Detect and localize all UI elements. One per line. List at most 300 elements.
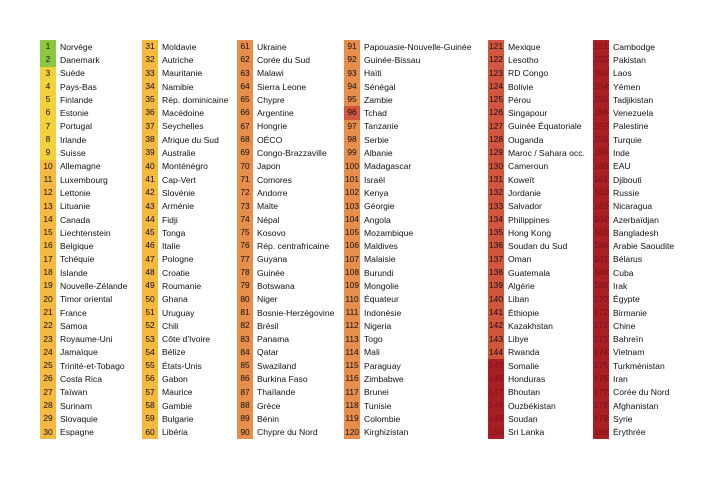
country-row xyxy=(237,333,353,346)
country-name: Jamaïque xyxy=(60,347,98,358)
country-name: Turquie xyxy=(613,134,642,145)
country-row xyxy=(488,213,604,226)
country-row xyxy=(237,93,353,106)
country-row xyxy=(488,333,604,346)
country-name: Nicaragua xyxy=(613,201,653,212)
country-name: Nouvelle-Zélande xyxy=(60,280,128,291)
country-name: Guinée xyxy=(257,267,285,278)
rank-badge: 49 xyxy=(142,279,158,292)
country-name: Maldives xyxy=(364,241,398,252)
country-row xyxy=(344,426,460,439)
country-row xyxy=(488,40,604,53)
country-row xyxy=(40,40,156,53)
country-row xyxy=(237,160,353,173)
country-row xyxy=(488,186,604,199)
rank-badge: 47 xyxy=(142,253,158,266)
country-name: Papouasie-Nouvelle-Guinée xyxy=(364,41,472,52)
rank-badge: 15 xyxy=(40,226,56,239)
country-name: Madagascar xyxy=(364,161,412,172)
country-name: Cambodge xyxy=(613,41,656,52)
rank-badge: 101 xyxy=(344,173,360,186)
country-name: Albanie xyxy=(364,148,393,159)
rank-badge: 111 xyxy=(344,306,360,319)
country-name: Seychelles xyxy=(162,121,204,132)
country-name: Comores xyxy=(257,174,292,185)
country-row xyxy=(488,146,604,159)
country-row xyxy=(237,200,353,213)
rank-badge: 59 xyxy=(142,412,158,425)
rank-badge: 146 xyxy=(488,372,504,385)
country-row xyxy=(488,200,604,213)
country-name: Brunei xyxy=(364,387,389,398)
country-row xyxy=(488,93,604,106)
country-row xyxy=(344,213,460,226)
country-row xyxy=(237,120,353,133)
country-row xyxy=(40,226,156,239)
country-row xyxy=(488,133,604,146)
country-row xyxy=(237,106,353,119)
rank-badge: 4 xyxy=(40,80,56,93)
rank-badge: 34 xyxy=(142,80,158,93)
rank-badge: 138 xyxy=(488,266,504,279)
country-row xyxy=(40,266,156,279)
country-row xyxy=(593,253,709,266)
country-name: Mongolie xyxy=(364,280,399,291)
country-row xyxy=(593,226,709,239)
rank-badge: 67 xyxy=(237,120,253,133)
rank-badge: 43 xyxy=(142,200,158,213)
country-name: Niger xyxy=(257,294,278,305)
country-row xyxy=(488,293,604,306)
country-row xyxy=(237,306,353,319)
country-name: Turkménistan xyxy=(613,360,665,371)
country-name: Malaisie xyxy=(364,254,396,265)
country-name: Serbie xyxy=(364,134,389,145)
country-row xyxy=(40,53,156,66)
country-name: Bénin xyxy=(257,413,279,424)
country-name: Palestine xyxy=(613,121,649,132)
ranking-column-5 xyxy=(488,40,604,439)
rank-badge: 46 xyxy=(142,239,158,252)
country-name: Soudan du Sud xyxy=(508,241,568,252)
country-name: Jordanie xyxy=(508,187,541,198)
country-row xyxy=(237,253,353,266)
country-name: Kazakhstan xyxy=(508,320,553,331)
rank-badge: 89 xyxy=(237,412,253,425)
ranking-column-1 xyxy=(40,40,156,439)
rank-badge: 129 xyxy=(488,146,504,159)
country-row xyxy=(344,160,460,173)
country-row xyxy=(40,399,156,412)
country-name: Indonésie xyxy=(364,307,402,318)
rank-badge: 57 xyxy=(142,386,158,399)
country-name: Liban xyxy=(508,294,530,305)
rank-badge: 164 xyxy=(593,213,609,226)
country-name: Afghanistan xyxy=(613,400,659,411)
country-row xyxy=(237,412,353,425)
country-name: Japon xyxy=(257,161,281,172)
country-name: Italie xyxy=(162,241,181,252)
country-row xyxy=(40,173,156,186)
rank-badge: 72 xyxy=(237,186,253,199)
country-row xyxy=(237,346,353,359)
country-name: Taïwan xyxy=(60,387,88,398)
country-row xyxy=(237,53,353,66)
rank-badge: 60 xyxy=(142,426,158,439)
rank-badge: 174 xyxy=(593,346,609,359)
country-name: Russie xyxy=(613,187,640,198)
rank-badge: 38 xyxy=(142,133,158,146)
country-name: Guatemala xyxy=(508,267,551,278)
country-name: Trinité-et-Tobago xyxy=(60,360,125,371)
rank-badge: 158 xyxy=(593,133,609,146)
rank-badge: 1 xyxy=(40,40,56,53)
country-name: Gambie xyxy=(162,400,193,411)
country-name: Ouzbékistan xyxy=(508,400,556,411)
country-row xyxy=(488,279,604,292)
rank-badge: 32 xyxy=(142,53,158,66)
country-name: Surinam xyxy=(60,400,92,411)
country-name: Tchad xyxy=(364,108,387,119)
country-name: Ghana xyxy=(162,294,188,305)
country-name: Cuba xyxy=(613,267,634,278)
rank-badge: 179 xyxy=(593,412,609,425)
rank-badge: 163 xyxy=(593,200,609,213)
country-name: Canada xyxy=(60,214,91,225)
country-row xyxy=(488,372,604,385)
country-name: Égypte xyxy=(613,294,640,305)
rank-badge: 74 xyxy=(237,213,253,226)
country-row xyxy=(40,133,156,146)
country-row xyxy=(237,146,353,159)
country-name: RD Congo xyxy=(508,68,549,79)
rank-badge: 134 xyxy=(488,213,504,226)
country-name: Sénégal xyxy=(364,81,396,92)
country-name: Uruguay xyxy=(162,307,195,318)
country-name: Soudan xyxy=(508,413,538,424)
country-name: Équateur xyxy=(364,294,399,305)
rank-badge: 73 xyxy=(237,200,253,213)
country-name: Djibouti xyxy=(613,174,642,185)
country-row xyxy=(237,399,353,412)
country-row xyxy=(40,306,156,319)
rank-badge: 175 xyxy=(593,359,609,372)
country-row xyxy=(40,319,156,332)
rank-badge: 68 xyxy=(237,133,253,146)
rank-badge: 39 xyxy=(142,146,158,159)
rank-badge: 109 xyxy=(344,279,360,292)
rank-badge: 55 xyxy=(142,359,158,372)
country-row xyxy=(488,226,604,239)
rank-badge: 56 xyxy=(142,372,158,385)
rank-badge: 126 xyxy=(488,106,504,119)
rank-badge: 100 xyxy=(344,160,360,173)
rank-badge: 132 xyxy=(488,186,504,199)
country-row xyxy=(40,412,156,425)
country-row xyxy=(593,40,709,53)
country-name: Somalie xyxy=(508,360,540,371)
country-row xyxy=(344,372,460,385)
rank-badge: 148 xyxy=(488,399,504,412)
country-name: Estonie xyxy=(60,108,89,119)
rank-badge: 35 xyxy=(142,93,158,106)
rank-badge: 48 xyxy=(142,266,158,279)
country-row xyxy=(593,200,709,213)
country-row xyxy=(488,173,604,186)
country-row xyxy=(237,226,353,239)
country-row xyxy=(40,372,156,385)
country-row xyxy=(488,319,604,332)
country-name: Bosnie-Herzégovine xyxy=(257,307,335,318)
rank-badge: 25 xyxy=(40,359,56,372)
country-row xyxy=(488,346,604,359)
country-row xyxy=(237,40,353,53)
country-row xyxy=(40,146,156,159)
country-row xyxy=(40,359,156,372)
country-row xyxy=(488,160,604,173)
country-row xyxy=(593,173,709,186)
rank-badge: 44 xyxy=(142,213,158,226)
country-row xyxy=(344,40,472,53)
country-row xyxy=(593,346,709,359)
country-row xyxy=(344,106,460,119)
rank-badge: 70 xyxy=(237,160,253,173)
country-name: Roumanie xyxy=(162,280,202,291)
rank-badge: 22 xyxy=(40,319,56,332)
rank-badge: 85 xyxy=(237,359,253,372)
rank-badge: 58 xyxy=(142,399,158,412)
rank-badge: 40 xyxy=(142,160,158,173)
rank-badge: 9 xyxy=(40,146,56,159)
country-row xyxy=(488,67,604,80)
country-name: Rép. centrafricaine xyxy=(257,241,330,252)
rank-badge: 154 xyxy=(593,80,609,93)
country-row xyxy=(488,306,604,319)
country-row xyxy=(593,279,709,292)
country-row xyxy=(344,173,460,186)
country-row xyxy=(40,160,156,173)
country-name: Panama xyxy=(257,334,290,345)
rank-badge: 16 xyxy=(40,239,56,252)
rank-badge: 65 xyxy=(237,93,253,106)
country-name: Arabie Saoudite xyxy=(613,241,675,252)
country-name: Lettonie xyxy=(60,187,91,198)
country-name: Macédoine xyxy=(162,108,205,119)
rank-badge: 127 xyxy=(488,120,504,133)
country-name: Honduras xyxy=(508,374,546,385)
rank-badge: 161 xyxy=(593,173,609,186)
country-name: Chili xyxy=(162,320,179,331)
rank-badge: 82 xyxy=(237,319,253,332)
country-name: Vietnam xyxy=(613,347,645,358)
rank-badge: 131 xyxy=(488,173,504,186)
country-name: Hongrie xyxy=(257,121,288,132)
country-name: Espagne xyxy=(60,427,94,438)
country-row xyxy=(344,239,460,252)
rank-badge: 53 xyxy=(142,333,158,346)
country-row xyxy=(488,239,604,252)
country-name: Moldavie xyxy=(162,41,197,52)
country-row xyxy=(237,186,353,199)
country-name: Croatie xyxy=(162,267,190,278)
country-name: Bhoutan xyxy=(508,387,541,398)
rank-badge: 123 xyxy=(488,67,504,80)
rank-badge: 8 xyxy=(40,133,56,146)
country-name: Mozambique xyxy=(364,227,414,238)
country-name: Namibie xyxy=(162,81,194,92)
country-row xyxy=(40,106,156,119)
country-name: Rép. dominicaine xyxy=(162,94,229,105)
country-row xyxy=(488,412,604,425)
rank-badge: 143 xyxy=(488,333,504,346)
country-name: Portugal xyxy=(60,121,93,132)
country-name: Koweït xyxy=(508,174,535,185)
rank-badge: 151 xyxy=(593,40,609,53)
rank-badge: 87 xyxy=(237,386,253,399)
rank-badge: 120 xyxy=(344,426,360,439)
country-name: Côte d'Ivoire xyxy=(162,334,210,345)
country-row xyxy=(593,67,709,80)
country-name: Singapour xyxy=(508,108,548,119)
country-row xyxy=(40,120,156,133)
rank-badge: 10 xyxy=(40,160,56,173)
rank-badge: 110 xyxy=(344,293,360,306)
country-row xyxy=(593,426,709,439)
country-row xyxy=(40,93,156,106)
rank-badge: 130 xyxy=(488,160,504,173)
rank-badge: 166 xyxy=(593,239,609,252)
country-row xyxy=(488,399,604,412)
country-row xyxy=(237,293,353,306)
rank-badge: 116 xyxy=(344,372,360,385)
country-row xyxy=(488,120,604,133)
country-name: Inde xyxy=(613,148,630,159)
country-row xyxy=(344,253,460,266)
country-row xyxy=(593,160,709,173)
rank-badge: 6 xyxy=(40,106,56,119)
country-name: Lesotho xyxy=(508,54,539,65)
country-name: Pologne xyxy=(162,254,194,265)
country-row xyxy=(40,200,156,213)
country-name: Cameroun xyxy=(508,161,549,172)
rank-badge: 115 xyxy=(344,359,360,372)
rank-badge: 135 xyxy=(488,226,504,239)
rank-badge: 21 xyxy=(40,306,56,319)
country-name: Philippines xyxy=(508,214,550,225)
country-row xyxy=(593,106,709,119)
country-name: Bahreïn xyxy=(613,334,644,345)
rank-badge: 33 xyxy=(142,67,158,80)
ranking-column-6 xyxy=(593,40,709,439)
country-name: Corée du Sud xyxy=(257,54,311,65)
rank-badge: 102 xyxy=(344,186,360,199)
country-row xyxy=(344,412,460,425)
rank-badge: 117 xyxy=(344,386,360,399)
country-name: Syrie xyxy=(613,413,633,424)
country-name: Cap-Vert xyxy=(162,174,196,185)
country-row xyxy=(593,399,709,412)
rank-badge: 52 xyxy=(142,319,158,332)
rank-badge: 64 xyxy=(237,80,253,93)
country-name: Qatar xyxy=(257,347,279,358)
country-name: Congo-Brazzaville xyxy=(257,148,327,159)
country-row xyxy=(488,359,604,372)
rank-badge: 97 xyxy=(344,120,360,133)
country-row xyxy=(488,106,604,119)
rank-badge: 71 xyxy=(237,173,253,186)
rank-badge: 177 xyxy=(593,386,609,399)
country-row xyxy=(488,266,604,279)
country-name: Tchéquie xyxy=(60,254,95,265)
country-row xyxy=(344,279,460,292)
rank-badge: 173 xyxy=(593,333,609,346)
country-row xyxy=(237,80,353,93)
country-row xyxy=(237,359,353,372)
country-row xyxy=(593,293,709,306)
country-name: Hong Kong xyxy=(508,227,552,238)
country-name: Malawi xyxy=(257,68,284,79)
country-name: Samoa xyxy=(60,320,88,331)
rank-badge: 112 xyxy=(344,319,360,332)
country-row xyxy=(593,306,709,319)
rank-badge: 84 xyxy=(237,346,253,359)
rank-badge: 78 xyxy=(237,266,253,279)
country-row xyxy=(344,359,460,372)
country-row xyxy=(237,279,353,292)
rank-badge: 167 xyxy=(593,253,609,266)
country-name: Grèce xyxy=(257,400,281,411)
rank-badge: 54 xyxy=(142,346,158,359)
rank-badge: 20 xyxy=(40,293,56,306)
rank-badge: 2 xyxy=(40,53,56,66)
rank-badge: 114 xyxy=(344,346,360,359)
rank-badge: 98 xyxy=(344,133,360,146)
country-name: Monténégro xyxy=(162,161,208,172)
rank-badge: 90 xyxy=(237,426,253,439)
ranking-column-3 xyxy=(237,40,353,439)
country-name: Allemagne xyxy=(60,161,101,172)
country-row xyxy=(593,372,709,385)
country-row xyxy=(593,333,709,346)
rank-badge: 105 xyxy=(344,226,360,239)
country-name: OÉCO xyxy=(257,134,283,145)
country-name: Chine xyxy=(613,320,636,331)
country-name: Mexique xyxy=(508,41,541,52)
country-name: Tanzanie xyxy=(364,121,399,132)
country-row xyxy=(488,80,604,93)
country-name: Danemark xyxy=(60,54,100,65)
rank-badge: 137 xyxy=(488,253,504,266)
rank-badge: 139 xyxy=(488,279,504,292)
country-name: Sri Lanka xyxy=(508,427,545,438)
rank-badge: 180 xyxy=(593,426,609,439)
country-name: Luxembourg xyxy=(60,174,108,185)
country-row xyxy=(593,386,709,399)
country-name: Thaïlande xyxy=(257,387,296,398)
country-name: Suisse xyxy=(60,148,86,159)
country-name: Birmanie xyxy=(613,307,647,318)
country-row xyxy=(344,333,460,346)
country-name: Swaziland xyxy=(257,360,297,371)
rank-badge: 145 xyxy=(488,359,504,372)
country-name: Corée du Nord xyxy=(613,387,670,398)
rank-badge: 14 xyxy=(40,213,56,226)
country-name: Burundi xyxy=(364,267,394,278)
country-name: Sierra Leone xyxy=(257,81,307,92)
country-name: Belgique xyxy=(60,241,94,252)
country-row xyxy=(593,53,709,66)
country-row xyxy=(344,67,460,80)
